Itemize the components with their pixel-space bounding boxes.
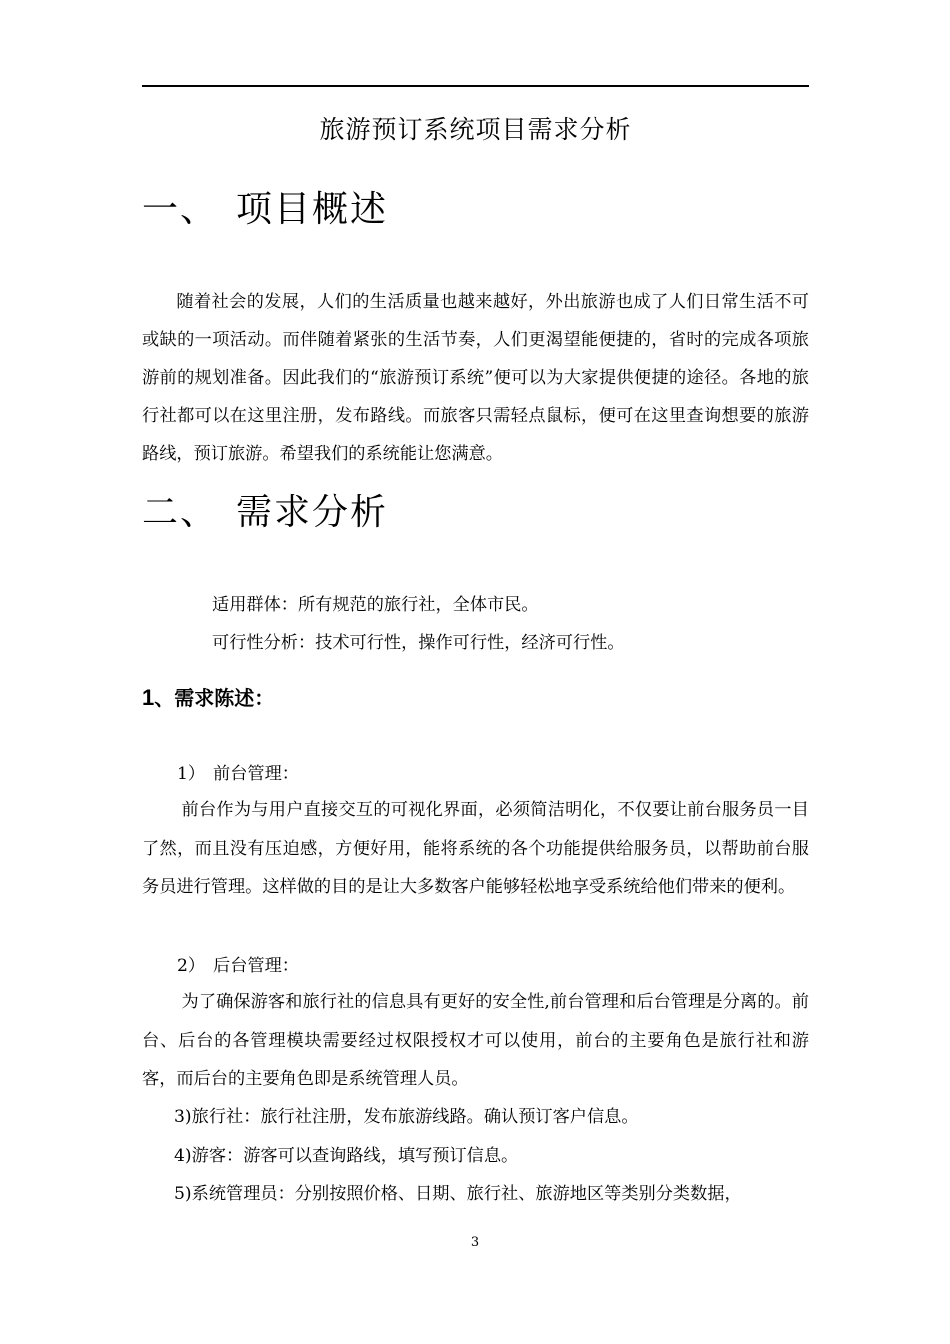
header-rule (142, 85, 809, 87)
section-heading-overview (142, 186, 388, 234)
item-body-front-desk (142, 791, 809, 907)
item-body-text: 前台作为与用户直接交互的可视化界面，必须简洁明化，不仅要让前台服务员一目了然，而且没有压迫感，方便好用，能将系统的各个功能提供给服务员，以帮助前台服务员进行管理。这样做的目的是让大多数客户能够轻松地享受系统给他们带来的便利。 (142, 800, 809, 897)
item-label-text: 前台管理： (213, 764, 299, 784)
item-label-back-office (177, 951, 299, 981)
document-title: 旅游预订系统项目需求分析 (319, 115, 632, 144)
section-heading-requirements (142, 489, 388, 537)
role-line-travel-agency: 3)旅行社：旅行社注册，发布旅游线路。确认预订客户信息。 (174, 1107, 639, 1127)
feasibility-line: 可行性分析：技术可行性，操作可行性，经济可行性。 (212, 633, 625, 653)
item-label-text: 后台管理： (213, 956, 299, 976)
target-group-line: 适用群体：所有规范的旅行社，全体市民。 (212, 595, 539, 615)
section-number: 二、 (142, 492, 219, 533)
role-line-admin: 5)系统管理员：分别按照价格、日期、旅行社、旅游地区等类别分类数据， (174, 1184, 742, 1204)
item-body-text: 为了确保游客和旅行社的信息具有更好的安全性,前台管理和后台管理是分离的。前台、后台的各管理模块需要经过权限授权才可以使用，前台的主要角色是旅行社和游客，而后台的主要角色即是系统管理人员。 (142, 992, 809, 1089)
overview-paragraph: 随着社会的发展，人们的生活质量也越来越好，外出旅游也成了人们日常生活不可或缺的一项活动。而伴随着紧张的生活节奏，人们更渴望能便捷的，省时的完成各项旅游前的规划准备。因此我们的“旅游预订系统”便可以为大家提供便捷的途径。各地的旅行社都可以在这里注册，发布路线。而旅客只需轻点鼠标，便可在这里查询想要的旅游路线，预订旅游。希望我们的系统能让您满意。 (142, 292, 809, 464)
subsection-heading-text: 、需求陈述： (154, 686, 275, 710)
section-heading-text: 项目概述 (236, 189, 389, 230)
role-line-tourist: 4)游客：游客可以查询路线，填写预订信息。 (174, 1146, 519, 1166)
item-body-back-office (142, 983, 809, 1099)
subsection-number: 1 (142, 685, 155, 710)
overview-paragraph-block (142, 283, 809, 473)
subsection-heading (142, 682, 274, 714)
page-number: 3 (470, 1235, 480, 1250)
item-marker: 1） (177, 764, 206, 784)
item-marker: 2） (177, 956, 206, 976)
section-heading-text: 需求分析 (236, 492, 389, 533)
section-number: 一、 (142, 189, 219, 230)
item-label-front-desk (177, 759, 299, 789)
